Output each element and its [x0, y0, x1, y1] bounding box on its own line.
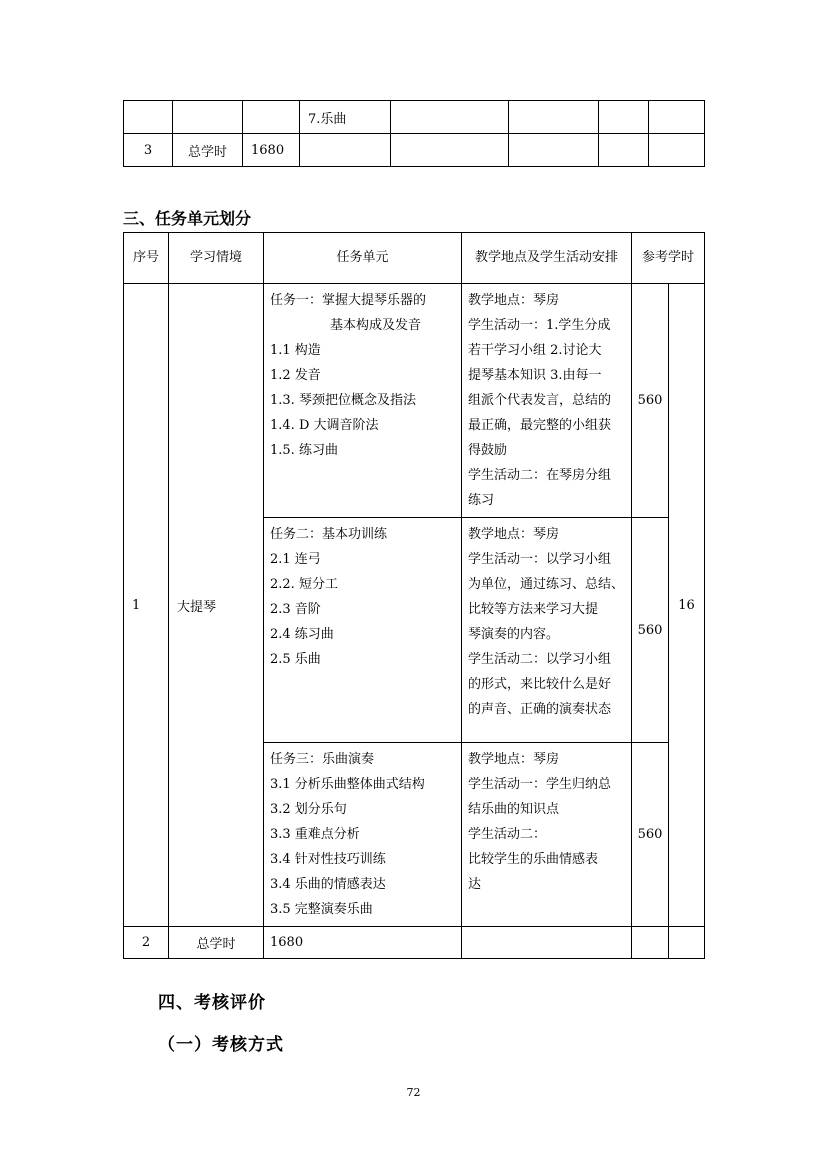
task-cell — [264, 743, 462, 927]
activity-line: 教学地点：琴房 — [468, 293, 560, 308]
task-title: 任务三：乐曲演奏 — [270, 752, 375, 767]
table-row — [124, 284, 705, 518]
activity-line: 达 — [468, 877, 482, 892]
total-value: 1680 — [264, 927, 462, 959]
task-item: 1.4. D 大调音阶法 — [270, 418, 379, 433]
task-item: 3.5 完整演奏乐曲 — [270, 902, 373, 917]
activity-line: 学生活动一：1.学生分成 — [468, 318, 611, 333]
activity-line: 为单位，通过练习、总结、 — [468, 577, 625, 592]
table-cell — [669, 927, 705, 959]
table-cell: 总学时 — [173, 134, 243, 167]
task-item: 3.1 分析乐曲整体曲式结构 — [270, 777, 425, 792]
activity-line: 若干学习小组 2.讨论大 — [468, 343, 602, 358]
activity-line: 的声音、正确的演奏状态 — [468, 702, 612, 717]
table-cell — [599, 101, 649, 134]
activity-line: 的形式，来比较什么是好 — [468, 677, 612, 692]
hours-summary-table — [123, 100, 705, 167]
table-cell — [462, 927, 632, 959]
task-cell — [264, 284, 462, 518]
task-item: 1.3. 琴颈把位概念及指法 — [270, 393, 416, 408]
table-cell: 1680 — [243, 134, 300, 167]
header-index: 序号 — [124, 233, 169, 284]
activity-line: 比较等方法来学习大提 — [468, 602, 599, 617]
task-item: 2.5 乐曲 — [270, 652, 321, 667]
task-item: 2.3 音阶 — [270, 602, 321, 617]
table-cell — [509, 134, 599, 167]
task-item: 2.4 练习曲 — [270, 627, 334, 642]
header-situation: 学习情境 — [169, 233, 264, 284]
activity-line: 比较学生的乐曲情感表 — [468, 852, 599, 867]
table-cell — [391, 134, 509, 167]
task-item: 1.2 发音 — [270, 368, 321, 383]
activity-cell — [462, 518, 632, 743]
activity-line: 教学地点：琴房 — [468, 752, 560, 767]
row-index: 2 — [124, 927, 169, 959]
task-item: 2.1 连弓 — [270, 552, 321, 567]
table-cell — [632, 927, 669, 959]
task-item: 3.3 重难点分析 — [270, 827, 360, 842]
table-cell — [649, 101, 705, 134]
task-item: 3.4 针对性技巧训练 — [270, 852, 386, 867]
table-cell — [509, 101, 599, 134]
total-hours: 16 — [669, 284, 705, 927]
task-item: 3.2 划分乐句 — [270, 802, 347, 817]
table-header-row — [124, 233, 705, 284]
table-row — [124, 927, 705, 959]
activity-cell — [462, 743, 632, 927]
activity-line: 学生活动二：以学习小组 — [468, 652, 612, 667]
table-row — [124, 101, 705, 134]
activity-line: 得鼓励 — [468, 443, 508, 458]
activity-line: 组派个代表发言，总结的 — [468, 393, 612, 408]
table-cell — [243, 101, 300, 134]
activity-line: 结乐曲的知识点 — [468, 802, 560, 817]
header-activity: 教学地点及学生活动安排 — [462, 233, 632, 284]
table-cell — [124, 101, 173, 134]
header-hours: 参考学时 — [632, 233, 705, 284]
total-label: 总学时 — [169, 927, 264, 959]
activity-line: 教学地点：琴房 — [468, 527, 560, 542]
activity-line: 学生活动二：在琴房分组 — [468, 468, 612, 483]
task-cell — [264, 518, 462, 743]
task-unit-table — [123, 232, 705, 959]
task-hours: 560 — [632, 518, 669, 743]
task-item: 3.4 乐曲的情感表达 — [270, 877, 386, 892]
activity-line: 琴演奏的内容。 — [468, 627, 560, 642]
task-item: 1.1 构造 — [270, 343, 321, 358]
task-hours: 560 — [632, 743, 669, 927]
row-index: 1 — [124, 284, 169, 927]
header-task-unit: 任务单元 — [264, 233, 462, 284]
activity-line: 学生活动一：以学习小组 — [468, 552, 612, 567]
activity-line: 最正确，最完整的小组获 — [468, 418, 612, 433]
table-cell — [300, 134, 391, 167]
activity-line: 学生活动二： — [468, 827, 547, 842]
table-cell: 7.乐曲 — [300, 101, 391, 134]
activity-cell — [462, 284, 632, 518]
table-cell: 3 — [124, 134, 173, 167]
task-item: 1.5. 练习曲 — [270, 443, 338, 458]
page-number: 72 — [406, 1086, 421, 1099]
table-cell — [173, 101, 243, 134]
table-cell — [599, 134, 649, 167]
subsection-title: （一）考核方式 — [158, 1035, 284, 1055]
task-title: 任务一：掌握大提琴乐器的 — [270, 293, 427, 308]
activity-line: 学生活动一：学生归纳总 — [468, 777, 612, 792]
section-title: 四、考核评价 — [158, 993, 266, 1013]
task-hours: 560 — [632, 284, 669, 518]
task-title-cont: 基本构成及发音 — [330, 318, 422, 333]
row-situation: 大提琴 — [169, 284, 264, 927]
table-row — [124, 134, 705, 167]
activity-line: 练习 — [468, 493, 495, 508]
section-title: 三、任务单元划分 — [123, 209, 252, 228]
task-title: 任务二：基本功训练 — [270, 527, 388, 542]
task-item: 2.2. 短分工 — [270, 577, 338, 592]
activity-line: 提琴基本知识 3.由每一 — [468, 368, 602, 383]
table-cell — [649, 134, 705, 167]
table-cell — [391, 101, 509, 134]
